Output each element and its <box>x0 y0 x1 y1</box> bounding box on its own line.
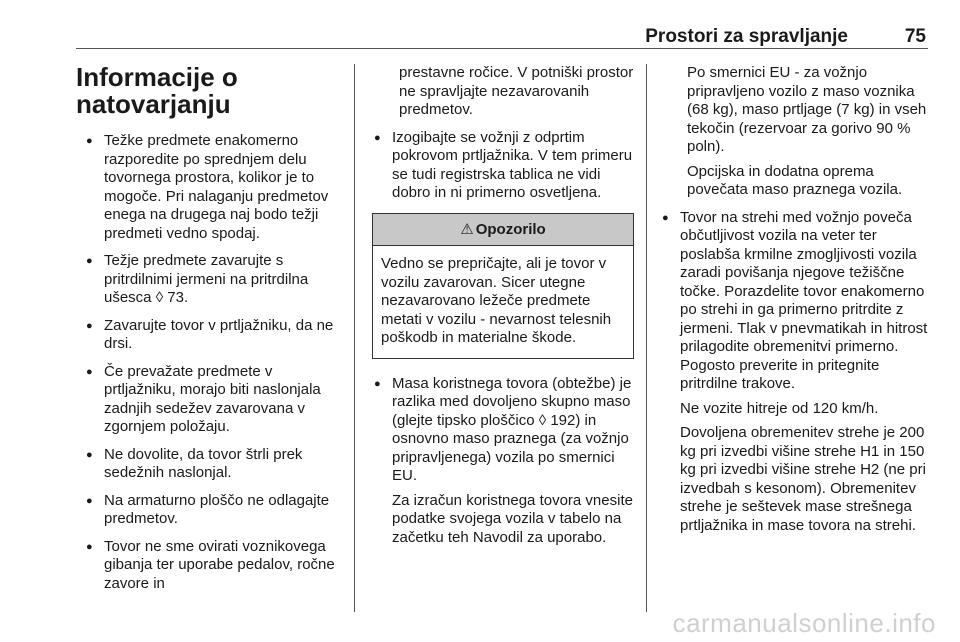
column-2 <box>364 64 634 556</box>
optional-equipment-text: Opcijska in dodatna oprema povečata maso praznega vozila. <box>687 162 903 198</box>
section-heading: Informacije o natovarjanju <box>76 62 238 119</box>
warning-title: Opozorilo <box>475 220 546 238</box>
eu-directive-text: Po smernici EU - za vožnjo pripravljeno vozilo z maso voznika (68 kg), maso prtljage (7 kg) in vseh tekočin (rezervoar za gorivo 90 % poln). <box>687 64 927 155</box>
list-item: ● Izogibajte se vožnji z odprtim pokrovom prtljažnika. V tem primeru se tudi registrska tablica ne vidi dobro in ni primerno osvetljena. <box>364 129 634 203</box>
list-item: ● Težke predmete enakomerno razporedite po sprednjem delu tovornega prostora, kolikor je to mogoče. Pri nalaganju predmetov enega na drugega naj bodo težji predmeti vedno spodaj. <box>76 132 344 243</box>
list-item: ● Če prevažate predmete v prtljažniku, morajo biti naslonjala zadnjih sedežev zavarovana v zgornjem položaju. <box>76 363 344 437</box>
payload-definition: ● Masa koristnega tovora (obtežbe) je razlika med dovoljeno skupno maso (glejte tipsko ploščico ◊ 192) in osnovno maso praznega (za vožnjo pripravljenega) vozila po smernici EU. <box>392 374 632 484</box>
list-item-continuation <box>652 64 936 200</box>
payload-list <box>364 375 634 548</box>
running-header-title: Prostori za spravljanje <box>645 26 848 47</box>
page-number: 75 <box>904 26 926 47</box>
column-divider-2 <box>646 64 647 612</box>
warning-box <box>372 213 634 359</box>
list-item: ● Na armaturno ploščo ne odlagajte predmetov. <box>76 492 344 529</box>
warning-header <box>373 214 633 247</box>
list-item <box>364 375 634 548</box>
column-divider-1 <box>354 64 355 612</box>
watermark: carmanualsonline.info <box>672 608 936 638</box>
list-item: ● Ne dovolite, da tovor štrli prek sedežnih naslonjal. <box>76 446 344 483</box>
payload-calculation: Za izračun koristnega tovora vnesite podatke svojega vozila v tabelo na začetku teh Navodil za uporabo. <box>392 491 633 546</box>
roof-speed-limit: Ne vozite hitreje od 120 km/h. <box>680 399 879 417</box>
column-3 <box>652 64 936 544</box>
roof-load-limit: Dovoljena obremenitev strehe je 200 kg pri izvedbi višine strehe H1 in 150 kg pri izvedbi višine strehe H2 (ne pri izvedbah s kesonom). Obremenitev strehe je seštevek mase strešnega prtljažnika in mase tovora na strehi. <box>680 424 926 534</box>
warning-triangle-icon: ⚠ <box>460 220 474 238</box>
list-item <box>652 209 936 536</box>
column-1 <box>76 64 344 602</box>
list-item: ● Težje predmete zavarujte s pritrdilnimi jermeni na pritrdilna ušesca ◊ 73. <box>76 252 344 308</box>
list-item: ● Zavarujte tovor v prtljažniku, da ne drsi. <box>76 317 344 354</box>
list-item-continuation: prestavne ročice. V potniški prostor ne spravljajte nezavarovanih predmetov. <box>399 64 634 118</box>
header-rule <box>76 48 928 49</box>
roof-load-text: ● Tovor na strehi med vožnjo poveča občutljivost vozila na veter ter poslabša krmilne zmogljivosti vozila zaradi povišanja njegove težiščne točke. Porazdelite tovor enakomerno po strehi in ga primerno pritrdite z jermeni. Tlak v pnevmatikah in hitrost prilagodite obremenitvi primerno. Pogosto preverite in pritegnite pritrdilne trakove. <box>680 208 928 392</box>
payload-list-cont <box>652 64 936 535</box>
warning-body: Vedno se prepričajte, ali je tovor v vozilu zavarovan. Sicer utegne nezavarovano ležeče predmete metati v vozilu - nevarnost telesnih poškodb in materialne škode. <box>381 255 612 346</box>
list-item: ● Tovor ne sme ovirati voznikovega gibanja ter uporabe pedalov, ročne zavore in <box>76 538 344 594</box>
loading-tips-list <box>76 132 344 593</box>
loading-tips-list-cont <box>364 64 634 203</box>
